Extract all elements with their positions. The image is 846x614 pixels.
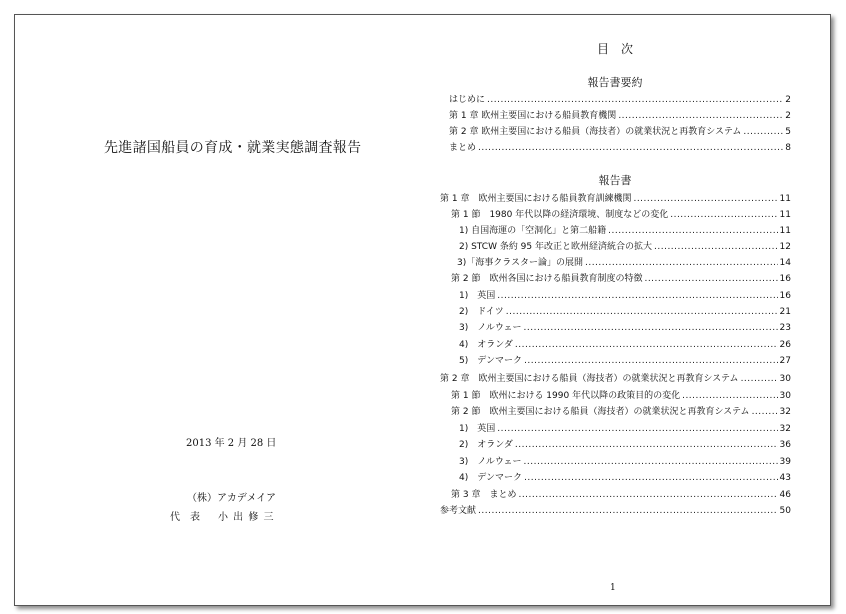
toc-entry-page: 30 [779, 391, 791, 401]
toc-leader-dots [515, 440, 778, 451]
representative-title: 代 表 [170, 512, 200, 523]
toc-entry-label: 3) ノルウェー [459, 457, 522, 467]
toc-leader-dots [518, 490, 777, 501]
toc-leader-dots [524, 323, 778, 334]
toc-entry-label: 第 2 章 欧州主要国における船員（海技者）の就業状況と再教育システム [449, 127, 742, 137]
toc-entry-label: 第 1 節 1980 年代以降の経済環境、制度などの変化 [451, 210, 669, 220]
toc-entry-label: 3) ノルウェー [459, 323, 522, 333]
toc-entry-label: 1) 自国海運の「空洞化」と第二船籍 [459, 226, 607, 236]
toc-leader-dots [506, 307, 778, 318]
report-toc-entry[interactable] [451, 403, 791, 418]
toc-leader-dots [682, 391, 777, 402]
toc-entry-page: 8 [785, 143, 791, 153]
toc-leader-dots [670, 210, 777, 221]
toc-leader-dots [608, 226, 777, 237]
toc-leader-dots [497, 424, 777, 435]
summary-toc-entry[interactable] [449, 107, 791, 122]
toc-entry-label: 4) オランダ [459, 340, 513, 350]
report-toc-entry[interactable] [459, 352, 791, 367]
toc-entry-page: 21 [779, 307, 791, 317]
toc-entry-label: 第 2 節 欧州各国における船員教育制度の特徴 [451, 274, 643, 284]
toc-entry-label: 第 1 章 欧州主要国における船員教育訓練機関 [440, 194, 632, 204]
toc-entry-label: 第 2 節 欧州主要国における船員（海技者）の就業状況と再教育システム [451, 407, 750, 417]
report-toc-entry[interactable] [459, 469, 791, 484]
toc-entry-page: 43 [779, 473, 791, 483]
report-toc-entry[interactable] [459, 436, 791, 451]
toc-entry-page: 12 [779, 242, 791, 252]
toc-entry-label: 第 1 節 欧州における 1990 年代以降の政策目的の変化 [451, 391, 681, 401]
toc-leader-dots [618, 111, 783, 122]
report-toc-entry[interactable] [459, 303, 791, 318]
representative [170, 508, 274, 523]
toc-entry-label: 1) 英国 [459, 291, 496, 301]
toc-leader-dots [644, 274, 777, 285]
toc-entry-label: 4) デンマーク [459, 473, 523, 483]
toc-leader-dots [487, 95, 783, 106]
toc-leader-dots [743, 127, 783, 138]
toc-entry-label: 1) 英国 [459, 424, 496, 434]
summary-heading: 報告書要約 [587, 76, 643, 89]
toc-entry-label: まとめ [449, 143, 477, 153]
toc-entry-page: 30 [779, 374, 791, 384]
toc-entry-page: 46 [779, 490, 791, 500]
toc-entry-page: 11 [779, 210, 791, 220]
toc-leader-dots [524, 457, 778, 468]
toc-entry-page: 14 [779, 258, 791, 268]
report-date: 2013 年 2 月 28 日 [186, 438, 277, 449]
report-title: 先進諸国船員の育成・就業実態調査報告 [104, 140, 362, 156]
toc-entry-page: 11 [779, 194, 791, 204]
toc-entry-page: 16 [779, 274, 791, 284]
toc-entry-page: 5 [785, 127, 791, 137]
report-toc-entry[interactable] [451, 387, 791, 402]
toc-leader-dots [741, 374, 778, 385]
toc-entry-page: 16 [779, 291, 791, 301]
toc-entry-label: 第 2 章 欧州主要国における船員（海技者）の就業状況と再教育システム [440, 374, 739, 384]
report-toc-entry[interactable] [459, 238, 791, 253]
report-toc-entry[interactable] [451, 270, 791, 285]
toc-leader-dots [497, 291, 777, 302]
toc-leader-dots [478, 143, 783, 154]
report-toc-entry[interactable] [459, 453, 791, 468]
toc-entry-label: 5) デンマーク [459, 356, 523, 366]
toc-leader-dots [654, 242, 778, 253]
toc-entry-page: 27 [779, 356, 791, 366]
toc-entry-label: 第 3 章 まとめ [451, 490, 517, 500]
report-toc-entry[interactable] [459, 420, 791, 435]
report-toc-entry[interactable] [459, 319, 791, 334]
toc-leader-dots [478, 506, 778, 517]
toc-entry-label: 3)「海事クラスター論」の展開 [457, 258, 583, 268]
toc-entry-label: 2) オランダ [459, 440, 513, 450]
toc-entry-label: 参考文献 [440, 506, 477, 516]
toc-entry-label: 2) ドイツ [459, 307, 504, 317]
summary-toc-entry[interactable] [449, 139, 791, 154]
toc-entry-page: 36 [779, 440, 791, 450]
report-toc-entry[interactable] [457, 254, 791, 269]
toc-entry-page: 32 [779, 407, 791, 417]
page-number: 1 [610, 583, 616, 593]
report-toc-entry[interactable] [459, 287, 791, 302]
report-toc-entry[interactable] [459, 222, 791, 237]
toc-entry-page: 23 [779, 323, 791, 333]
company-name: （株）アカデメイア [187, 493, 276, 504]
toc-entry-page: 11 [779, 226, 791, 236]
toc-entry-page: 26 [779, 340, 791, 350]
toc-entry-page: 50 [779, 506, 791, 516]
toc-heading: 目 次 [596, 42, 633, 56]
toc-entry-page: 2 [785, 95, 791, 105]
toc-leader-dots [524, 356, 777, 367]
toc-entry-label: はじめに [449, 95, 486, 105]
report-toc-entry[interactable] [440, 502, 791, 517]
toc-leader-dots [752, 407, 778, 418]
summary-toc-entry[interactable] [449, 123, 791, 138]
report-toc-entry[interactable] [459, 336, 791, 351]
toc-leader-dots [515, 340, 778, 351]
toc-leader-dots [524, 473, 777, 484]
report-toc-entry[interactable] [451, 486, 791, 501]
report-toc-entry[interactable] [440, 370, 791, 385]
toc-entry-page: 39 [779, 457, 791, 467]
toc-entry-label: 第 1 章 欧州主要国における船員教育機関 [449, 111, 617, 121]
report-toc-entry[interactable] [440, 190, 791, 205]
report-toc-entry[interactable] [451, 206, 791, 221]
toc-entry-page: 32 [779, 424, 791, 434]
toc-leader-dots [633, 194, 777, 205]
report-heading: 報告書 [598, 174, 632, 187]
representative-name: 小 出 修 三 [218, 512, 274, 523]
summary-toc-entry[interactable] [449, 91, 791, 106]
toc-entry-page: 2 [785, 111, 791, 121]
toc-leader-dots [585, 258, 778, 269]
toc-entry-label: 2) STCW 条約 95 年改正と欧州経済統合の拡大 [459, 242, 652, 252]
